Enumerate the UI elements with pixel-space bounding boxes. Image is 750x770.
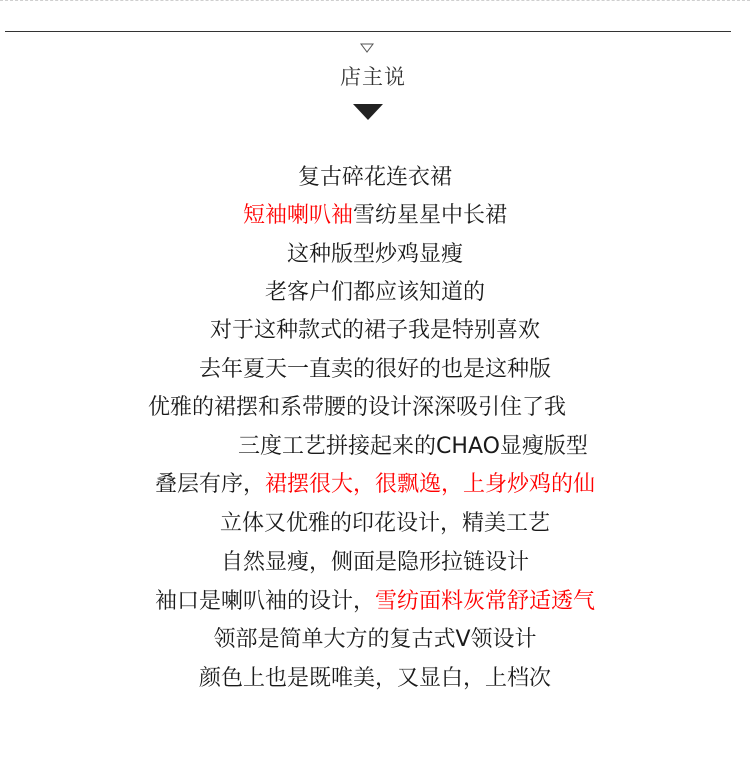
description-line-5	[0, 316, 750, 346]
description-line-13	[0, 625, 750, 655]
line-highlight: 雪纺面料灰常舒适透气	[375, 589, 596, 614]
line-text: 优雅的裙摆和系带腰的设计深深吸引住了我	[147, 395, 566, 420]
line-text: 老客户们都应该知道的	[264, 280, 485, 305]
header-divider	[5, 31, 731, 32]
description-line-7	[0, 393, 732, 423]
line-text: 这种版型炒鸡显瘦	[286, 242, 463, 267]
triangle-down-outline-icon	[360, 43, 374, 53]
description-line-3	[0, 240, 750, 270]
line-highlight: 短袖喇叭袖	[242, 203, 353, 228]
line-text: 袖口是喇叭袖的设计，	[154, 589, 375, 614]
description-line-11	[0, 548, 750, 578]
line-text: 立体又优雅的印花设计，精美工艺	[219, 511, 550, 536]
description-line-2	[0, 201, 750, 231]
description-line-1	[0, 163, 750, 193]
description-line-4	[0, 278, 750, 308]
line-text: 叠层有序，	[154, 472, 265, 497]
description-line-14	[0, 664, 750, 694]
line-text: 去年夏天一直卖的很好的也是这种版	[198, 357, 551, 382]
line-text: 颜色上也是既唯美，又显白，上档次	[198, 666, 551, 691]
description-line-10	[10, 509, 750, 539]
section-title: 店主说	[340, 65, 406, 89]
line-text: 对于这种款式的裙子我是特别喜欢	[209, 318, 540, 343]
line-highlight: 裙摆很大，很飘逸，上身炒鸡的仙	[265, 472, 596, 497]
line-text: 复古碎花连衣裙	[297, 165, 452, 190]
line-text: 自然显瘦，侧面是隐形拉链设计	[220, 550, 529, 575]
description-line-8	[38, 432, 750, 462]
triangle-down-filled-icon	[353, 104, 383, 120]
top-dashed-border	[0, 0, 750, 1]
line-text: 三度工艺拼接起来的CHAO显瘦版型	[238, 434, 588, 459]
description-line-12	[0, 587, 750, 617]
description-line-6	[0, 355, 750, 385]
description-line-9	[0, 470, 750, 500]
line-text: 领部是简单大方的复古式V领设计	[213, 627, 537, 652]
line-text: 雪纺星星中长裙	[353, 203, 508, 228]
